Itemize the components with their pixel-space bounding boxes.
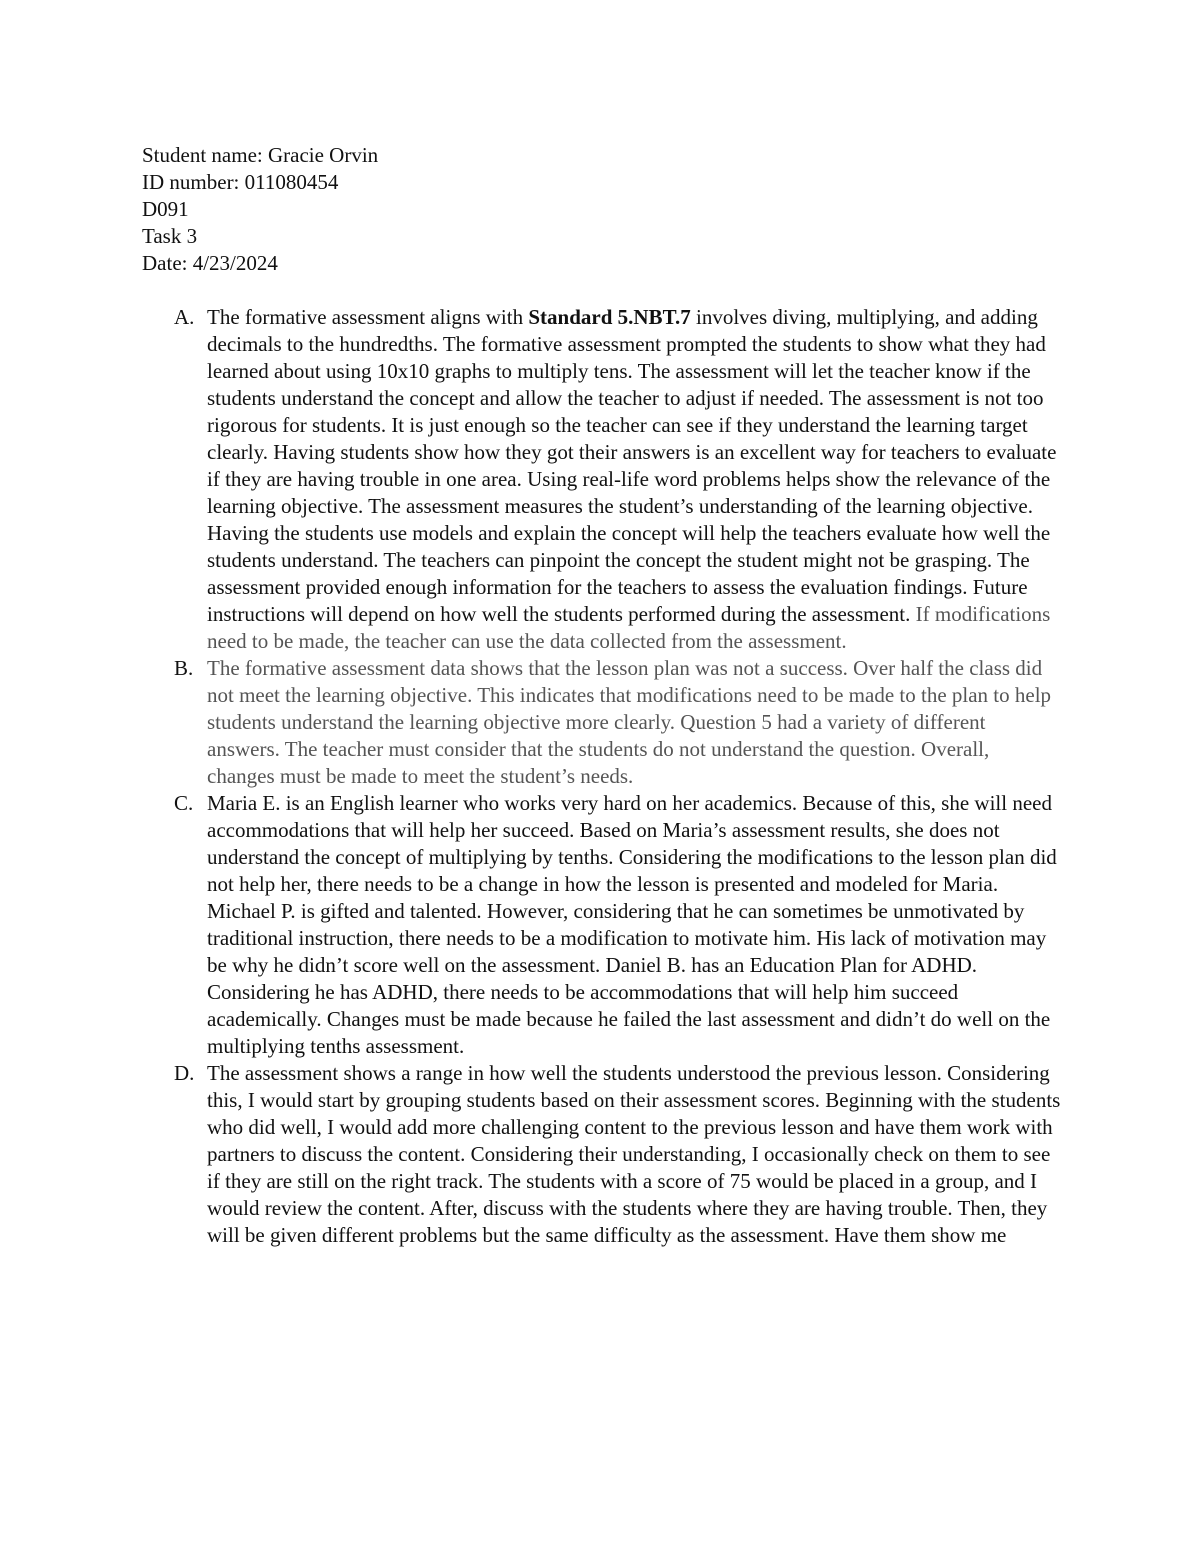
- answer-item-c: [142, 790, 1062, 1060]
- standard-reference: Standard 5.NBT.7: [528, 305, 691, 329]
- course-code: D091: [142, 197, 189, 221]
- document-header: [142, 142, 1062, 277]
- item-text: [207, 304, 1062, 655]
- item-text: Maria E. is an English learner who works very hard on her academics. Because of this, she will need accommodations that will help her succeed. Based on Maria’s assessment results, she does not understand the concept of multiplying by tenths. Considering the modifications to the lesson plan did not help her, there needs to be a change in how the lesson is presented and modeled for Maria. Michael P. is gifted and talented. However, considering that he can sometimes be unmotivated by traditional instruction, there needs to be a modification to motivate him. His lack of motivation may be why he didn’t score well on the assessment. Daniel B. has an Education Plan for ADHD. Considering he has ADHD, there needs to be accommodations that will help him succeed academically. Changes must be made because he failed the last assessment and didn’t do well on the multiplying tenths assessment.: [207, 791, 1057, 1058]
- answer-item-a: [142, 304, 1062, 655]
- item-a-body: involves diving, multiplying, and adding decimals to the hundredths. The formative assessment prompted the students to show what they had learned about using 10x10 graphs to multiply tens. The assessment will let the teacher know if the students understand the concept and allow the teacher to adjust if needed. The assessment is not too rigorous for students. It is just enough so the teacher can see if they understand the learning target clearly. Having students show how they got their answers is an excellent way for teachers to evaluate if they are having trouble in one area. Using real-life word problems helps show the relevance of the learning objective. The assessment measures the student’s understanding of the learning objective. Having the students use models and explain the concept will help the teachers evaluate how well the students understand. The teachers can pinpoint the concept the student might not be grasping. The assessment provided enough information for the teachers to assess the evaluation findings. Future instructions will depend on how well the students performed during the assessment.: [207, 305, 1057, 626]
- document-body: [142, 142, 1062, 1249]
- item-text: The formative assessment data shows that the lesson plan was not a success. Over half the class did not meet the learning objective. This indicates that modifications need to be made to the plan to help students understand the learning objective more clearly. Question 5 had a variety of different answers. The teacher must consider that the students do not understand the question. Overall, changes must be made to meet the student’s needs.: [207, 656, 1052, 788]
- item-marker: A.: [174, 305, 195, 329]
- answer-list: [142, 304, 1062, 1249]
- item-a-intro: The formative assessment aligns with: [207, 305, 529, 329]
- student-name: Student name: Gracie Orvin: [142, 143, 379, 167]
- item-a-closing: If modifications need to be made, the teacher can use the data collected from the assessment.: [207, 602, 1051, 653]
- answer-item-b: [142, 655, 1062, 790]
- item-text: The assessment shows a range in how well the students understood the previous lesson. Considering this, I would start by grouping students based on their assessment scores. Beginning with the students who did well, I would add more challenging content to the previous lesson and have them work with partners to discuss the content. Considering their understanding, I occasionally check on them to see if they are still on the right track. The students with a score of 75 would be placed in a group, and I would review the content. After, discuss with the students where they are having trouble. Then, they will be given different problems but the same difficulty as the assessment. Have them show me: [207, 1061, 1061, 1247]
- submission-date: Date: 4/23/2024: [142, 251, 278, 275]
- item-marker: D.: [174, 1061, 195, 1085]
- id-number: ID number: 011080454: [142, 170, 339, 194]
- item-marker: B.: [174, 656, 194, 680]
- item-marker: C.: [174, 791, 194, 815]
- task-number: Task 3: [142, 224, 198, 248]
- answer-item-d: [142, 1060, 1062, 1249]
